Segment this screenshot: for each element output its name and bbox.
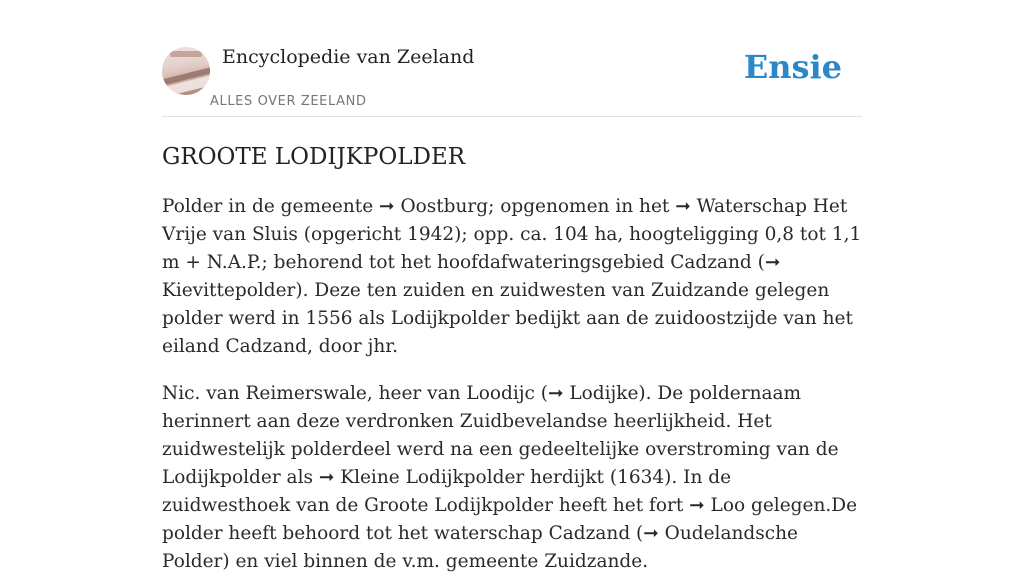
avatar-detail	[170, 51, 202, 57]
encyclopedia-subtitle: ALLES OVER ZEELAND	[210, 94, 367, 109]
encyclopedia-avatar[interactable]	[162, 47, 210, 95]
article-paragraph: Polder in de gemeente ➞ Oostburg; opgenomen in het ➞ Waterschap Het Vrije van Sluis (opgericht 1942); opp. ca. 104 ha, hoogteligging 0,8 tot 1,1 m + N.A.P.; behorend tot het hoofdafwateringsgebied Cadzand (➞ Kievittepolder). Deze ten zuiden en zuidwesten van Zuidzande gelegen polder werd in 1556 als Lodijkpolder bedijkt aan de zuidoostzijde van het eiland Cadzand, door jhr.	[162, 196, 862, 357]
article-title: GROOTE LODIJKPOLDER	[162, 144, 466, 170]
encyclopedia-title[interactable]: Encyclopedie van Zeeland	[222, 46, 475, 68]
ensie-logo-link[interactable]: Ensie	[743, 48, 842, 86]
site-header	[162, 0, 862, 117]
article-paragraph: Nic. van Reimerswale, heer van Loodijc (➞ Lodijke). De poldernaam herinnert aan deze verdronken Zuidbevelandse heerlijkheid. Het zuidwestelijk polderdeel werd na een gedeeltelijke overstroming van de Lodijkpolder als ➞ Kleine Lodijkpolder herdijkt (1634). In de zuidwesthoek van de Groote Lodijkpolder heeft het fort ➞ Loo gelegen.De polder heeft behoord tot het waterschap Cadzand (➞ Oudelandsche Polder) en viel binnen de v.m. gemeente Zuidzande.	[162, 383, 858, 572]
page-container	[162, 0, 862, 576]
